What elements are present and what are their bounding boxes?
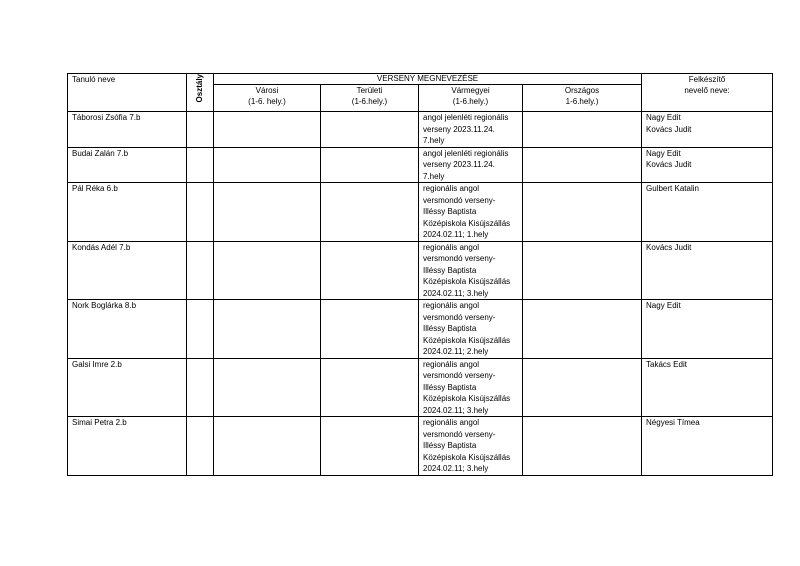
city-level-cell — [214, 300, 321, 359]
county-result-line: regionális angol — [423, 184, 480, 193]
county-result-line: versmondó verseny- — [423, 371, 496, 380]
county-result-line: regionális angol — [423, 418, 480, 427]
county-result-line: Illéssy Baptista — [423, 324, 477, 333]
national-level-cell — [523, 241, 642, 300]
header-level-county-l2: (1-6.hely.) — [452, 97, 489, 106]
county-level-cell — [419, 183, 523, 242]
header-level-county — [419, 85, 523, 112]
header-class-label: Osztály — [195, 74, 204, 103]
header-level-national — [523, 85, 642, 112]
national-level-cell — [523, 183, 642, 242]
national-level-cell — [523, 300, 642, 359]
header-level-area-l2: (1-6.hely.) — [351, 97, 388, 106]
county-result-line: angol jelenléti regionális — [423, 148, 509, 158]
competition-results-table — [67, 73, 773, 476]
county-result-line: Illéssy Baptista — [423, 265, 477, 275]
county-result-line: Illéssy Baptista — [423, 382, 477, 392]
teacher-name: Kovács Judit — [646, 160, 692, 169]
header-competition-title: VERSENY MEGNEVEZÉSE — [214, 74, 642, 85]
table-row — [68, 241, 773, 300]
table-row — [68, 183, 773, 242]
county-result-line: 7.hely — [423, 171, 445, 181]
county-result-line: versmondó verseny- — [423, 429, 496, 439]
table-row — [68, 417, 773, 476]
table-row — [68, 147, 773, 183]
student-name-cell: Pál Réka 6.b — [68, 183, 187, 242]
teacher-name: Takács Edit — [646, 359, 687, 369]
area-level-cell — [321, 300, 419, 359]
header-level-area — [321, 85, 419, 112]
class-cell — [187, 417, 214, 476]
student-name-cell: Táborosi Zsófia 7.b — [68, 112, 187, 148]
teacher-cell — [642, 300, 773, 359]
header-level-area-l1: Területi — [356, 86, 383, 95]
area-level-cell — [321, 147, 419, 183]
student-name-cell: Budai Zalán 7.b — [68, 147, 187, 183]
table-row — [68, 300, 773, 359]
teacher-name: Nagy Edit — [646, 148, 681, 158]
student-name-cell: Kondás Adél 7.b — [68, 241, 187, 300]
county-level-cell — [419, 358, 523, 417]
teacher-name: Gulbert Katalin — [646, 184, 699, 193]
county-result-line: 2024.02.11; 2.hely — [423, 347, 489, 356]
county-result-line: verseny 2023.11.24. — [423, 160, 495, 169]
area-level-cell — [321, 183, 419, 242]
teacher-name: Nagy Edit — [646, 113, 681, 122]
city-level-cell — [214, 358, 321, 417]
county-result-line: 2024.02.11; 3.hely — [423, 464, 489, 473]
county-result-line: 2024.02.11; 3.hely — [423, 288, 489, 298]
national-level-cell — [523, 417, 642, 476]
county-level-cell — [419, 112, 523, 148]
county-level-cell — [419, 147, 523, 183]
teacher-cell — [642, 241, 773, 300]
county-result-line: regionális angol — [423, 359, 480, 369]
header-teacher-line2: nevelő neve: — [684, 86, 730, 95]
teacher-cell — [642, 147, 773, 183]
county-result-line: regionális angol — [423, 301, 480, 310]
header-level-national-l1: Országos — [564, 86, 600, 95]
class-cell — [187, 300, 214, 359]
teacher-cell — [642, 183, 773, 242]
header-level-city-l2: (1-6. hely.) — [248, 97, 286, 106]
header-level-city-l1: Városi — [255, 86, 279, 95]
county-level-cell — [419, 241, 523, 300]
city-level-cell — [214, 241, 321, 300]
header-level-county-l1: Vármegyei — [451, 86, 490, 95]
county-result-line: Középiskola Kisújszállás — [423, 394, 511, 403]
county-result-line: 2024.02.11; 1.hely — [423, 230, 489, 239]
city-level-cell — [214, 183, 321, 242]
county-result-line: Középiskola Kisújszállás — [423, 335, 511, 345]
county-result-line: Középiskola Kisújszállás — [423, 218, 511, 228]
county-result-line: Középiskola Kisújszállás — [423, 277, 511, 286]
area-level-cell — [321, 358, 419, 417]
area-level-cell — [321, 112, 419, 148]
student-name-cell: Simai Petra 2.b — [68, 417, 187, 476]
header-level-city — [214, 85, 321, 112]
teacher-cell — [642, 417, 773, 476]
teacher-name: Kovács Judit — [646, 242, 692, 252]
national-level-cell — [523, 358, 642, 417]
county-result-line: versmondó verseny- — [423, 254, 496, 263]
area-level-cell — [321, 417, 419, 476]
student-name-cell: Nork Boglárka 8.b — [68, 300, 187, 359]
county-level-cell — [419, 300, 523, 359]
header-teacher — [642, 74, 773, 112]
teacher-name: Kovács Judit — [646, 124, 692, 134]
table-body — [68, 112, 773, 476]
teacher-cell — [642, 112, 773, 148]
header-class — [187, 74, 214, 112]
county-level-cell — [419, 417, 523, 476]
header-level-national-l2: 1-6.hely.) — [565, 97, 599, 106]
county-result-line: regionális angol — [423, 242, 480, 252]
county-result-line: versmondó verseny- — [423, 195, 496, 205]
class-cell — [187, 183, 214, 242]
city-level-cell — [214, 147, 321, 183]
county-result-line: 2024.02.11; 3.hely — [423, 405, 489, 415]
table-row — [68, 358, 773, 417]
teacher-cell — [642, 358, 773, 417]
header-student-name: Tanuló neve — [68, 74, 187, 112]
class-cell — [187, 358, 214, 417]
county-result-line: Középiskola Kisújszállás — [423, 452, 511, 462]
national-level-cell — [523, 147, 642, 183]
header-teacher-line1: Felkészítő — [688, 75, 726, 84]
county-result-line: angol jelenléti regionális — [423, 113, 509, 122]
table-row — [68, 112, 773, 148]
student-name-cell: Galsi Imre 2.b — [68, 358, 187, 417]
county-result-line: verseny 2023.11.24. — [423, 124, 495, 134]
class-cell — [187, 147, 214, 183]
county-result-line: Illéssy Baptista — [423, 207, 477, 216]
class-cell — [187, 112, 214, 148]
area-level-cell — [321, 241, 419, 300]
county-result-line: 7.hely — [423, 136, 445, 145]
county-result-line: Illéssy Baptista — [423, 441, 477, 450]
national-level-cell — [523, 112, 642, 148]
city-level-cell — [214, 417, 321, 476]
county-result-line: versmondó verseny- — [423, 312, 496, 322]
city-level-cell — [214, 112, 321, 148]
header-row-top — [68, 74, 773, 85]
class-cell — [187, 241, 214, 300]
teacher-name: Nagy Edit — [646, 301, 681, 310]
teacher-name: Négyesi Tímea — [646, 418, 700, 427]
